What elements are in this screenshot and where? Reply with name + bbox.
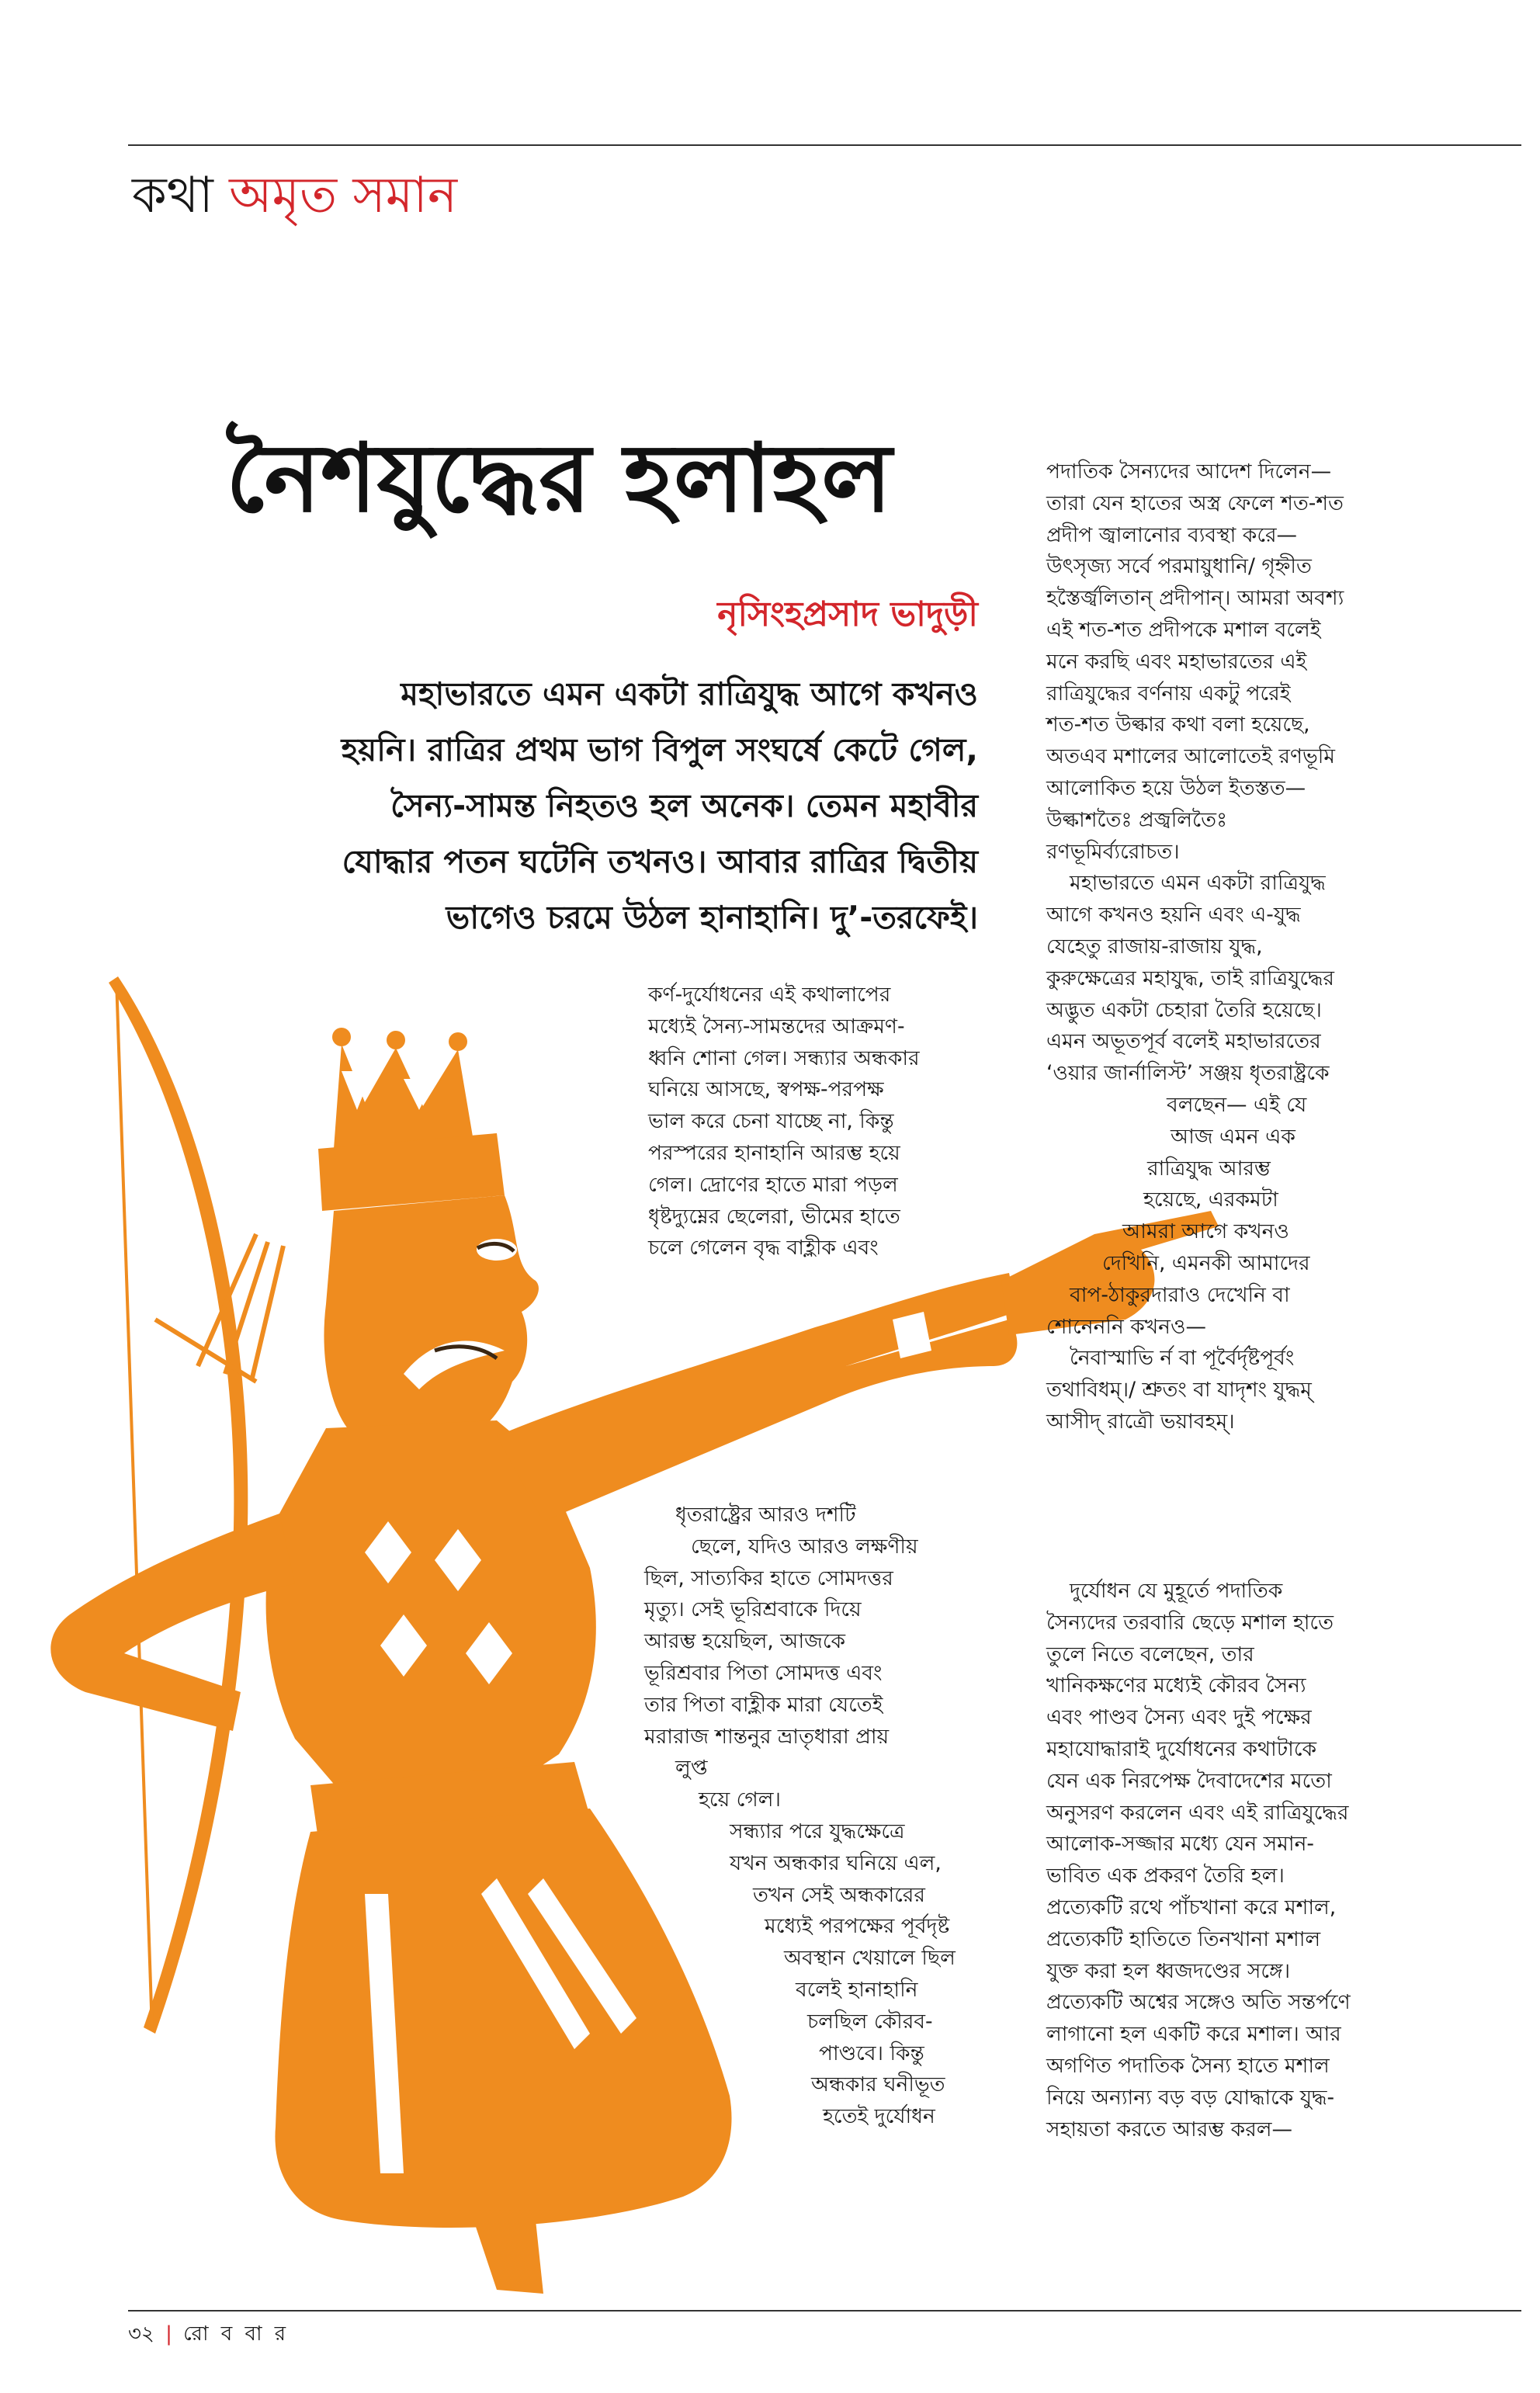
text-line: হস্তৈর্জ্বলিতান্‌ প্রদীপান্‌। আমরা অবশ্য	[1046, 586, 1344, 611]
text-line: আসীদ্‌ রাত্রৌ ভয়াবহম্‌।	[1046, 1409, 1235, 1434]
text-line: যখন অন্ধকার ঘনিয়ে এল,	[730, 1850, 942, 1875]
text-line: অবস্থান খেয়ালে ছিল	[784, 1946, 956, 1971]
intro-line: সৈন্য-সামন্ত নিহতও হল অনেক। তেমন মহাবীর	[390, 787, 978, 824]
text-line: মধ্যেই পরপক্ষের পূর্বদৃষ্ট	[765, 1914, 950, 1939]
bottom-rule	[128, 2310, 1521, 2311]
warrior-head	[324, 1195, 539, 1444]
text-line: বলছেন— এই যে	[1167, 1092, 1307, 1117]
text-line: পরস্পরের হানাহানি আরম্ভ হয়ে	[648, 1140, 900, 1165]
text-line: তখন সেই অন্ধকারের	[753, 1882, 925, 1907]
text-line: উৎসৃজ্য সর্বে পরমায়ুধানি/ গৃহ্নীত	[1046, 554, 1312, 579]
text-line: পদাতিক সৈন্যদের আদেশ দিলেন—	[1046, 460, 1332, 484]
text-line: আরম্ভ হয়েছিল, আজকে	[644, 1629, 846, 1654]
headline: নৈশযুদ্ধের হলাহল	[225, 421, 893, 533]
pointing-arm	[497, 1273, 1017, 1521]
text-line: গেল। দ্রোণের হাতে মারা পড়ল	[648, 1172, 898, 1197]
text-line: পাণ্ডবে। কিন্তু	[819, 2041, 924, 2065]
text-line: বলেই হানাহানি	[796, 1977, 918, 2002]
text-line: ঘনিয়ে আসছে, স্বপক্ষ-পরপক্ষ	[648, 1077, 884, 1102]
bow	[109, 976, 248, 2034]
author-byline: নৃসিংহপ্রসাদ ভাদুড়ী	[717, 595, 978, 634]
text-line: মহাযোদ্ধারাই দুর্যোধনের কথাটাকে	[1046, 1736, 1317, 1761]
text-line: কুরুক্ষেত্রের মহাযুদ্ধ, তাই রাত্রিযুদ্ধের	[1046, 966, 1334, 990]
text-line: হয়ে গেল।	[699, 1788, 781, 1812]
text-line: প্রদীপ জ্বালানোর ব্যবস্থা করে—	[1046, 522, 1298, 547]
column-middle-bottom	[644, 1500, 1017, 2133]
page-footer	[128, 2321, 289, 2347]
text-line: উল্কাশতৈঃ প্রজ্বলিতৈঃ	[1046, 807, 1228, 832]
text-line: মনে করছি এবং মহাভারতের এই	[1046, 649, 1307, 674]
text-line: মহাভারতে এমন একটা রাত্রিযুদ্ধ	[1070, 871, 1326, 896]
text-line: আলোকিত হয়ে উঠল ইতস্তত—	[1046, 775, 1306, 800]
text-line: প্রত্যেকটি হাতিতে তিনখানা মশাল	[1046, 1927, 1321, 1951]
text-line: শত-শত উল্কার কথা বলা হয়েছে,	[1046, 713, 1310, 737]
text-line: ছিল, সাত্যকির হাতে সোমদত্তর	[644, 1566, 893, 1590]
text-line: সন্ধ্যার পরে যুদ্ধক্ষেত্রে	[730, 1819, 905, 1843]
text-line: তার পিতা বাহ্লীক মারা যেতেই	[644, 1692, 883, 1717]
text-line: মৃত্যু। সেই ভূরিশ্রবাকে দিয়ে	[644, 1597, 862, 1622]
text-line: মরারাজ শান্তনুর ভ্রাতৃধারা প্রায়	[644, 1724, 890, 1749]
text-line: ‘ওয়ার জার্নালিস্ট’ সঞ্জয় ধৃতরাষ্ট্রকে	[1046, 1061, 1330, 1086]
text-line: বাপ-ঠাকুরদারাও দেখেনি বা	[1070, 1282, 1290, 1307]
text-line: ধৃতরাষ্ট্রের আরও দশটি	[675, 1503, 856, 1527]
text-line: সৈন্যদের তরবারি ছেড়ে মশাল হাতে	[1046, 1610, 1334, 1635]
bowstring	[116, 980, 152, 2031]
text-line: সহায়তা করতে আরম্ভ করল—	[1046, 2117, 1293, 2142]
text-line: দেখিনি, এমনকী আমাদের	[1102, 1250, 1310, 1275]
text-line: নিয়ে অন্যান্য বড় বড় যোদ্ধাকে যুদ্ধ-	[1046, 2085, 1335, 2110]
text-line: চলছিল কৌরব-	[807, 2009, 933, 2034]
text-line: রাত্রিযুদ্ধ আরম্ভ	[1147, 1156, 1271, 1181]
intro-line: যোদ্ধার পতন ঘটেনি তখনও। আবার রাত্রির দ্বিতীয়	[342, 843, 978, 880]
text-line: আজ এমন এক	[1171, 1124, 1295, 1149]
section-title-red: অমৃত সমান	[229, 167, 458, 224]
text-line: রণভূমির্ব্যরোচত।	[1046, 839, 1180, 864]
text-line: অন্ধকার ঘনীভূত	[811, 2072, 945, 2097]
text-line: দুর্যোধন যে মুহূর্তে পদাতিক	[1070, 1579, 1283, 1603]
text-line: প্রত্যেকটি অশ্বের সঙ্গেও অতি সন্তর্পণে	[1046, 1990, 1351, 2015]
intro-line: হয়নি। রাত্রির প্রথম ভাগ বিপুল সংঘর্ষে কেটে গেল,	[341, 731, 978, 768]
text-line: যুক্ত করা হল ধ্বজদণ্ডের সঙ্গে।	[1046, 1958, 1291, 1983]
text-line: শোনেননি কখনও—	[1046, 1314, 1206, 1339]
column-right-top	[1046, 456, 1520, 1438]
text-line: এবং পাণ্ডব সৈন্য এবং দুই পক্ষের	[1046, 1705, 1312, 1730]
footer-separator: |	[165, 2322, 172, 2346]
text-line: ধ্বনি শোনা গেল। সন্ধ্যার অন্ধকার	[648, 1046, 920, 1070]
text-line: যেহেতু রাজায়-রাজায় যুদ্ধ,	[1046, 934, 1263, 959]
text-line: ভাবিত এক প্রকরণ তৈরি হল।	[1046, 1864, 1285, 1888]
text-line: তুলে নিতে বলেছেন, তার	[1046, 1642, 1254, 1666]
text-line: খানিকক্ষণের মধ্যেই কৌরব সৈন্য	[1046, 1673, 1306, 1698]
publication-name: রো ব বা র	[183, 2322, 290, 2346]
text-line: লুপ্ত	[675, 1756, 708, 1781]
text-line: আগে কখনও হয়নি এবং এ-যুদ্ধ	[1046, 903, 1301, 928]
text-line: নৈবাস্মাভি র্ন বা পূর্বৈর্দৃষ্টপূর্বং	[1070, 1346, 1295, 1371]
column-middle-top	[648, 980, 1013, 1264]
page-number: ৩২	[128, 2322, 154, 2346]
text-line: অদ্ভুত একটা চেহারা তৈরি হয়েছে।	[1046, 997, 1322, 1022]
text-line: কর্ণ-দুর্যোধনের এই কথালাপের	[648, 983, 891, 1007]
text-line: ভাল করে চেনা যাচ্ছে না, কিন্তু	[648, 1109, 894, 1134]
text-line: হতেই দুর্যোধন	[823, 2104, 935, 2129]
intro-line: মহাভারতে এমন একটা রাত্রিযুদ্ধ আগে কখনও	[401, 675, 978, 713]
text-line: এমন অভূতপূর্ব বলেই মহাভারতের	[1046, 1029, 1321, 1054]
text-line: ধৃষ্টদ্যুম্নের ছেলেরা, ভীমের হাতে	[648, 1204, 900, 1229]
text-line: তথাবিধম্‌।/ শ্রুতং বা যাদৃশং যুদ্ধম্‌	[1046, 1378, 1312, 1403]
text-line: আমরা আগে কখনও	[1122, 1219, 1289, 1244]
text-line: অনুসরণ করলেন এবং এই রাত্রিযুদ্ধের	[1046, 1800, 1349, 1825]
text-line: মধ্যেই সৈন্য-সামন্তদের আক্রমণ-	[648, 1014, 905, 1039]
text-line: লাগানো হল একটি করে মশাল। আর	[1046, 2022, 1341, 2047]
column-right-bottom	[1046, 1576, 1520, 2145]
section-title-black: কথা	[132, 167, 213, 224]
text-line: রাত্রিযুদ্ধের বর্ণনায় একটু পরেই	[1046, 681, 1291, 706]
hip-arm	[50, 1514, 295, 1731]
text-line: যেন এক নিরপেক্ষ দৈবাদেশের মতো	[1046, 1768, 1332, 1793]
text-line: অতএব মশালের আলোতেই রণভূমি	[1046, 744, 1336, 769]
intro-line: ভাগেও চরমে উঠল হানাহানি। দু’-তরফেই।	[446, 899, 978, 936]
text-line: এই শত-শত প্রদীপকে মশাল বলেই	[1046, 617, 1321, 642]
text-line: হয়েছে, এরকমটা	[1143, 1188, 1278, 1212]
text-line: তারা যেন হাতের অস্ত্র ফেলে শত-শত	[1046, 491, 1344, 515]
text-line: ছেলে, যদিও আরও লক্ষণীয়	[691, 1534, 918, 1559]
text-line: প্রত্যেকটি রথে পাঁচখানা করে মশাল,	[1046, 1895, 1337, 1920]
text-line: আলোক-সজ্জার মধ্যে যেন সমান-	[1046, 1832, 1314, 1857]
text-line: ভূরিশ্রবার পিতা সোমদত্ত এবং	[644, 1660, 883, 1685]
intro-paragraph	[171, 666, 978, 945]
text-line: চলে গেলেন বৃদ্ধ বাহ্লীক এবং	[648, 1236, 879, 1261]
text-line: অগণিত পদাতিক সৈন্য হাতে মশাল	[1046, 2053, 1330, 2078]
